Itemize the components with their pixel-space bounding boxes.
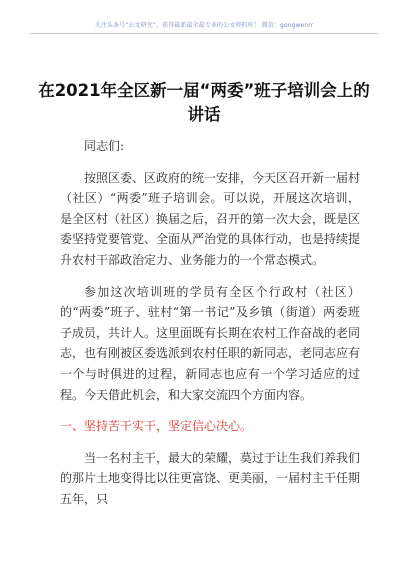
paragraph-2: 参加这次培训班的学员有全区个行政村（社区）的“两委”班子、驻村“第一书记”及乡镇（街道）两委班子成员，共计人。这里面既有长期在农村工作奋战的老同志，也有刚被区委选派到农村任职的新同志，老同志应有一个与时俱进的过程，新同志也应有一个学习适应的过程。今天借此机会，和大家交流四个方面内容。 — [60, 284, 361, 402]
header-banner: 关注头条号“公文研究”，获得最新最全最专业的公文资料库！ 微信：gongwenrr — [94, 22, 314, 29]
paragraph-1: 按照区委、区政府的统一安排，今天区召开新一届村（社区）“两委”班子培训会。可以说，开展这次培训，是全区村（社区）换届之后，召开的第一次大会，既是区委坚持党要管党、全面从严治党的具体行动，也是持续提升农村干部政治定力、业务能力的一个常态模式。 — [60, 170, 361, 267]
document-title: 在2021年全区新一届“两委”班子培训会上的讲话 — [38, 81, 370, 124]
paragraph-3: 当一名村主干，最大的荣耀，莫过于让生我们养我们的那片土地变得比以往更富饶、更美丽，一届村主干任期五年，只 — [60, 450, 361, 506]
section-heading: 一、坚持苦干实干，坚定信心决心。 — [60, 419, 253, 434]
document-body — [60, 136, 360, 521]
salutation: 同志们: — [84, 139, 125, 153]
header-divider — [30, 33, 378, 34]
